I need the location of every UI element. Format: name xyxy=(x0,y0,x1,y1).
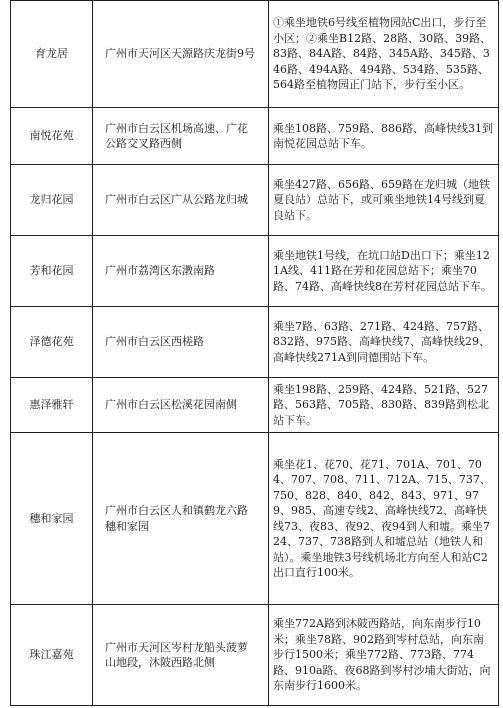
address-cell: 广州市白云区松溪花园南侧 xyxy=(93,378,269,433)
transport-route-cell: 乘坐108路、759路、886路、高峰快线31到南悦花园总站下车。 xyxy=(269,108,499,165)
table-row xyxy=(11,378,499,433)
transport-route-cell: 乘坐地铁1号线，在坑口站D出口下；乘坐121A线、411路在芳和花园总站下；乘坐70路、74路、高峰快线8在芳村花园总站下车。 xyxy=(269,236,499,307)
address-cell: 广州市白云区西槎路 xyxy=(93,307,269,378)
estate-name-cell: 育龙居 xyxy=(11,1,93,108)
address-cell: 广州市白云区机场高速、广花公路交叉路西侧 xyxy=(93,108,269,165)
table-row xyxy=(11,1,499,108)
transport-route-cell: 乘坐7路、63路、271路、424路、757路、832路、975路、高峰快线7、高峰快线29、高峰快线271A到同德围站下车。 xyxy=(269,307,499,378)
table-row xyxy=(11,307,499,378)
table-row xyxy=(11,108,499,165)
table-row xyxy=(11,236,499,307)
housing-transport-table xyxy=(10,0,499,706)
table-row xyxy=(11,165,499,236)
table-row xyxy=(11,605,499,706)
table-row xyxy=(11,433,499,605)
address-cell: 广州市白云区人和镇鹤龙六路穗和家园 xyxy=(93,433,269,605)
transport-route-cell: ①乘坐地铁6号线至植物园站C出口，步行至小区；②乘坐B12路、28路、30路、39路、83路、84A路、84路、345A路、345路、346路、494A路、494路、534路、535路、564路至植物园正门站下，步行至小区。 xyxy=(269,1,499,108)
transport-route-cell: 乘坐花1、花70、花71、701A、701、704、707、708、711、712A、715、737、750、828、840、842、843、971、979、985、高速专线2、高峰快线72、高峰快线73、夜83、夜92、夜94到人和墟。乘坐724、737、738路到人和墟总站（地铁人和站）。乘坐地铁3号线机场北方向至人和站C2出口直行100米。 xyxy=(269,433,499,605)
address-cell: 广州市白云区广从公路龙归城 xyxy=(93,165,269,236)
address-cell: 广州市荔湾区东漖南路 xyxy=(93,236,269,307)
estate-name-cell: 南悦花苑 xyxy=(11,108,93,165)
transport-route-cell: 乘坐198路、259路、424路、521路、527路、563路、705路、830路、839路到松北站下车。 xyxy=(269,378,499,433)
estate-name-cell: 惠泽雅轩 xyxy=(11,378,93,433)
transport-route-cell: 乘坐772A路到沐陂西路站，向东南步行10米；乘坐78路、902路到岑村总站，向东南步行1500米；乘坐772路、773路、774路、910a路、夜68路到岑村沙埔大街站，向东南步行1600米。 xyxy=(269,605,499,706)
estate-name-cell: 芳和花园 xyxy=(11,236,93,307)
estate-name-cell: 穗和家园 xyxy=(11,433,93,605)
transport-route-cell: 乘坐427路、656路、659路在龙归城（地铁夏良站）总站下，或可乘坐地铁14号线到夏良站下。 xyxy=(269,165,499,236)
address-cell: 广州市天河区岑村龙船头菠萝山地段，沐陂西路北侧 xyxy=(93,605,269,706)
estate-name-cell: 龙归花园 xyxy=(11,165,93,236)
estate-name-cell: 泽德花苑 xyxy=(11,307,93,378)
estate-name-cell: 珠江嘉苑 xyxy=(11,605,93,706)
address-cell: 广州市天河区天源路庆龙街9号 xyxy=(93,1,269,108)
